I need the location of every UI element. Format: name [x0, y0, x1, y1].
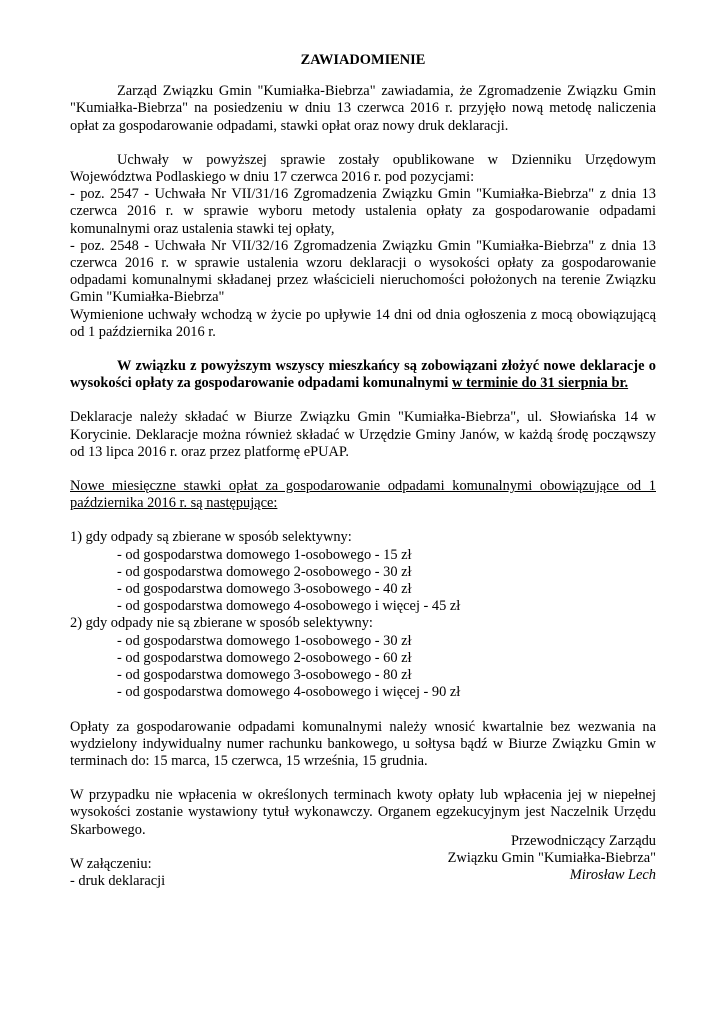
paragraph-payment: Opłaty za gospodarowanie odpadami komunalnymi należy wnosić kwartalnie bez wezwania na wydzielony indywidualny numer rachunku bankowego, u sołtysa bądź w Biurze Związku Gmin w terminach do: 15 marca, 15 czerwca, 15 września, 15 grudnia.: [70, 718, 656, 769]
rate-nonselective-1: - od gospodarstwa domowego 1-osobowego - 30 zł: [117, 632, 412, 649]
publication-item-2547: - poz. 2547 - Uchwała Nr VII/31/16 Zgromadzenia Związku Gmin "Kumiałka-Biebrza" z dnia 13 czerwca 2016 r. w sprawie wyboru metody ustalenia opłaty za gospodarowanie odpadami komunalnymi oraz ustalenia stawki tej opłaty,: [70, 186, 656, 237]
rates-list: [70, 529, 656, 701]
paragraph-rates-heading: Nowe miesięczne stawki opłat za gospodarowanie odpadami komunalnymi obowiązujące od 1 października 2016 r. są następujące:: [70, 478, 656, 512]
signature-name: Mirosław Lech: [569, 867, 656, 884]
rate-selective-3: - od gospodarstwa domowego 3-osobowego - 40 zł: [117, 581, 412, 598]
rate-selective-1: - od gospodarstwa domowego 1-osobowego - 15 zł: [117, 546, 412, 563]
signature-role: Przewodniczący Zarządu: [510, 833, 656, 849]
signature-block: [448, 833, 656, 885]
paragraph-announcement: Zarząd Związku Gmin "Kumiałka-Biebrza" zawiadamia, że Zgromadzenie Związku Gmin "Kumiałka-Biebrza" na posiedzeniu w dniu 13 czerwca 2016 r. przyjęło nową metodę naliczenia opłat za gospodarowanie odpadami, stawki opłat oraz nowy druk deklaracji.: [70, 83, 656, 134]
obligation-deadline: w terminie do 31 sierpnia br.: [451, 375, 629, 392]
document-page: [70, 52, 656, 890]
document-title: ZAWIADOMIENIE: [300, 52, 426, 68]
rate-nonselective-4: - od gospodarstwa domowego 4-osobowego i więcej - 90 zł: [117, 684, 461, 701]
attachment-item: - druk deklaracji: [70, 872, 166, 889]
rate-nonselective-2: - od gospodarstwa domowego 2-osobowego - 60 zł: [117, 649, 412, 666]
paragraph-obligation: [70, 358, 656, 392]
rates-nonselective-heading: 2) gdy odpady nie są zbierane w sposób selektywny:: [70, 615, 373, 632]
obligation-text: W związku z powyższym wszyscy mieszkańcy są zobowiązani złożyć nowe deklaracje o wysokości opłaty za gospodarowanie odpadami komunalnymi: [70, 358, 656, 392]
signature-organization: Związku Gmin "Kumiałka-Biebrza": [447, 850, 656, 867]
paragraph-submission: Deklaracje należy składać w Biurze Związku Gmin "Kumiałka-Biebrza", ul. Słowiańska 14 w Korycinie. Deklaracje można również składać w Urzędzie Gminy Janów, w każdą środę począwszy od 13 lipca 2016 r. oraz przez platformę ePUAP.: [70, 409, 656, 460]
publication-outro: Wymienione uchwały wchodzą w życie po upływie 14 dni od dnia ogłoszenia z mocą obowiązującą od 1 października 2016 r.: [70, 306, 656, 340]
publication-item-2548: - poz. 2548 - Uchwała Nr VII/32/16 Zgromadzenia Związku Gmin "Kumiałka-Biebrza" z dnia 13 czerwca 2016 r. w sprawie ustalenia wzoru deklaracji o wysokości opłaty za gospodarowanie odpadami komunalnymi składanej przez właścicieli nieruchomości położonych na terenie Związku Gmin "Kumiałka-Biebrza": [70, 237, 656, 306]
paragraph-publication: [70, 152, 656, 341]
rate-selective-2: - od gospodarstwa domowego 2-osobowego - 30 zł: [117, 563, 412, 580]
paragraph-enforcement: W przypadku nie wpłacenia w określonych terminach kwoty opłaty lub wpłacenia jej w niepełnej wysokości zostanie wystawiony tytuł wykonawczy. Organem egzekucyjnym jest Naczelnik Urzędu Skarbowego.: [70, 787, 656, 838]
rate-nonselective-3: - od gospodarstwa domowego 3-osobowego - 80 zł: [117, 667, 412, 684]
publication-intro: Uchwały w powyższej sprawie zostały opublikowane w Dzienniku Urzędowym Województwa Podlaskiego w dniu 17 czerwca 2016 r. pod pozycjami:: [70, 151, 656, 186]
rates-selective-heading: 1) gdy odpady są zbierane w sposób selektywny:: [70, 529, 352, 546]
attachments-label: W załączeniu:: [70, 855, 152, 872]
rate-selective-4: - od gospodarstwa domowego 4-osobowego i więcej - 45 zł: [117, 598, 461, 615]
